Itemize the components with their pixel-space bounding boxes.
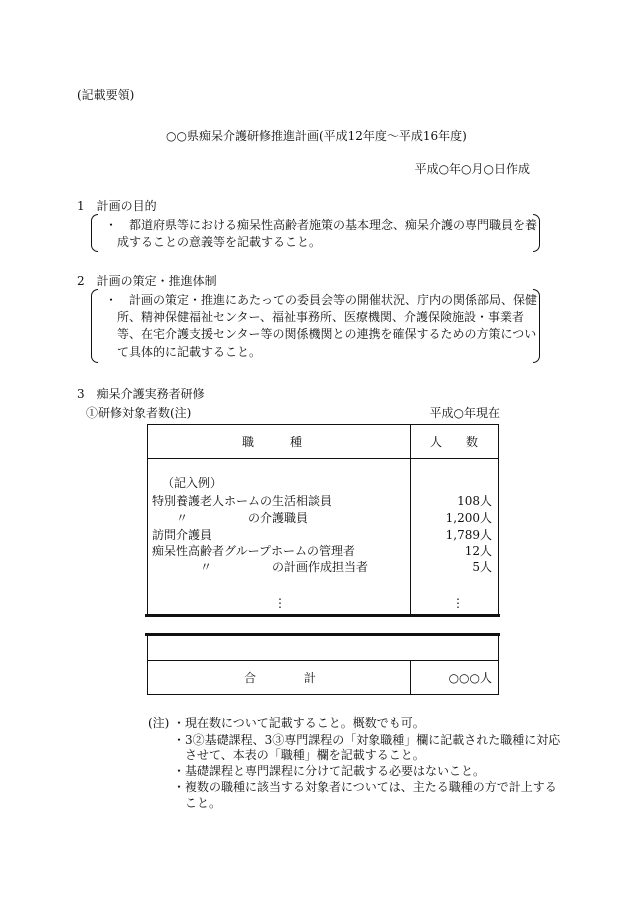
as-of-date: 平成○年現在	[429, 406, 500, 420]
col-header-count: 人 数	[430, 435, 479, 449]
header-note: (記載要領)	[77, 88, 135, 102]
note-item: ・現在数について記載すること。概数でも可。	[173, 716, 425, 730]
table-row-job: 特別養護老人ホームの生活相談員	[152, 494, 333, 508]
section3-heading: 3 痴呆介護実務者研修	[77, 387, 205, 401]
section2-line: て具体的に記載すること。	[105, 345, 262, 359]
table-row-count: 108人	[457, 494, 492, 508]
section2-heading: 2 計画の策定・推進体制	[77, 274, 217, 288]
table-row-job: 訪問介護員	[152, 528, 213, 542]
section1-line: 成することの意義等を記載すること。	[105, 235, 322, 249]
total-label: 合 計	[244, 671, 317, 685]
table-row-count: 1,789人	[445, 528, 492, 542]
section2-line: ・ 計画の策定・推進にあたっての委員会等の開催状況、庁内の関係部局、保健	[105, 293, 538, 307]
section2-line: 等、在宅介護支援センター等の関係機関との連携を確保するための方策につい	[105, 327, 537, 341]
note-item: ・複数の職種に該当する対象者については、主たる職種の方で計上する	[173, 780, 557, 794]
col-header-job: 職 種	[242, 435, 303, 449]
section1-heading: 1 計画の目的	[77, 199, 157, 213]
table-row-job: 痴呆性高齢者グループホームの管理者	[152, 544, 356, 558]
note-item: こと。	[173, 796, 222, 810]
table-row-job: 〃 の介護職員	[152, 511, 309, 525]
example-label: （記入例）	[162, 476, 223, 490]
section3-subheading: ①研修対象者数(注)	[86, 406, 192, 420]
created-date: 平成○年○月○日作成	[414, 162, 530, 176]
section1-box	[91, 214, 540, 252]
table-row-job: 〃 の計画作成担当者	[152, 560, 369, 574]
table-row-count: 5人	[472, 560, 492, 574]
notes-prefix: (注)	[148, 716, 170, 730]
table-row-count: 1,200人	[445, 511, 492, 525]
table-row-count: 12人	[464, 544, 492, 558]
section2-line: 所、精神保健福祉センター、福祉事務所、医療機関、介護保険施設・事業者	[105, 310, 525, 324]
ellipsis-count: ⋮	[452, 596, 464, 610]
note-item: ・基礎課程と専門課程に分けて記載する必要はないこと。	[173, 764, 486, 778]
note-item: ・3②基礎課程、3③専門課程の「対象職種」欄に記載された職種に対応	[173, 733, 561, 747]
note-item: させて、本表の「職種」欄を記載すること。	[173, 748, 425, 762]
section2-box	[91, 289, 540, 363]
section1-line: ・ 都道府県等における痴呆性高齢者施策の基本理念、痴呆介護の専門職員を養	[105, 218, 538, 232]
total-value: ○○○人	[448, 671, 492, 685]
ellipsis-job: ⋮	[274, 596, 286, 610]
doc-title: ○○県痴呆介護研修推進計画(平成12年度～平成16年度)	[166, 129, 467, 143]
